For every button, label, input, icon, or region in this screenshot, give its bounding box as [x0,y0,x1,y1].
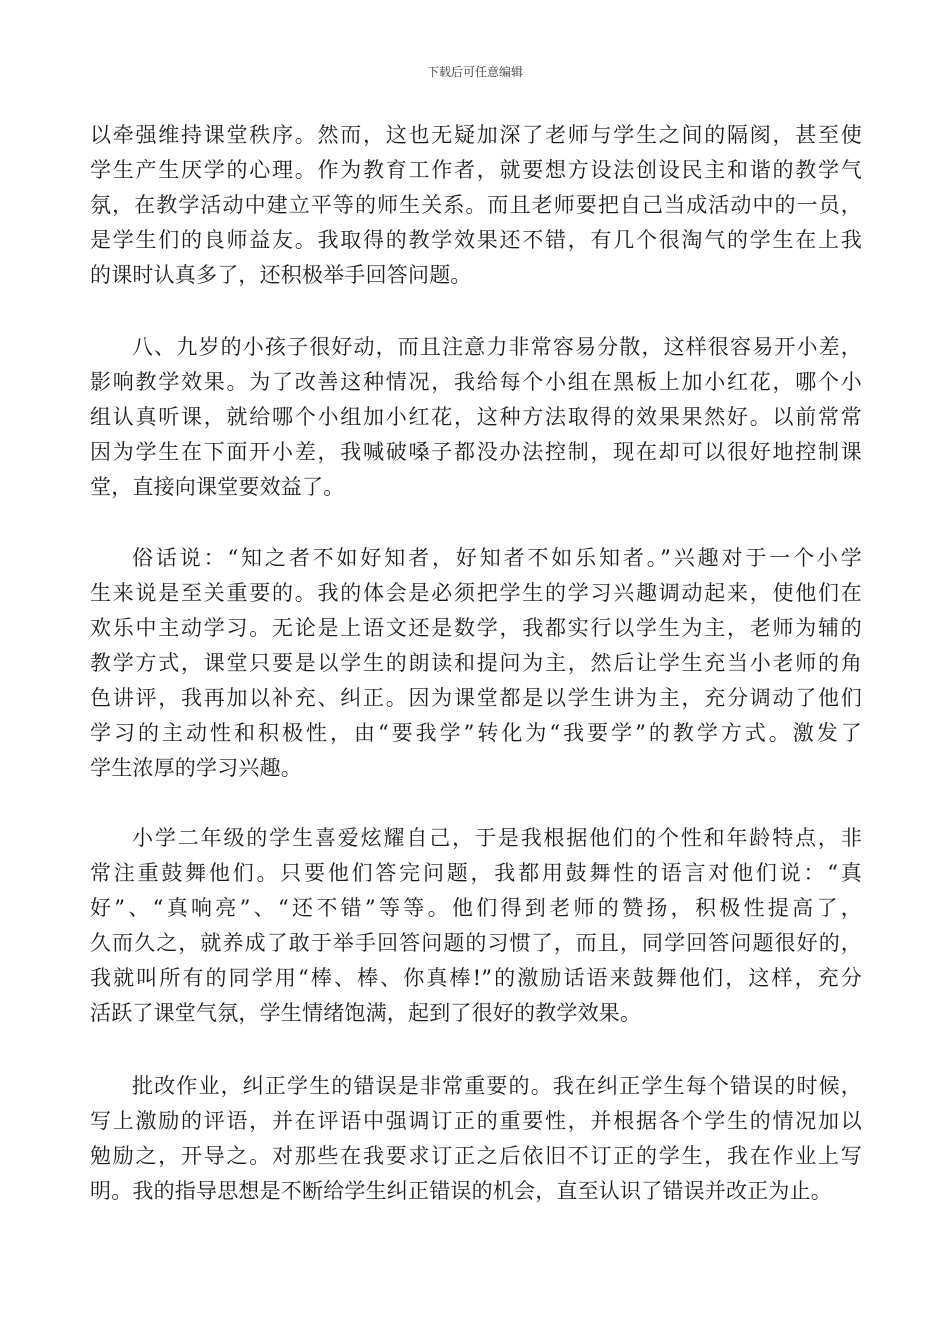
text-line: 以牵强维持课堂秩序。然而，这也无疑加深了老师与学生之间的隔阂，甚至使 [90,123,862,147]
text-line: 色讲评，我再加以补充、纠正。因为课堂都是以学生讲为主，充分调动了他们 [90,686,862,710]
text-line: 明。我的指导思想是不断给学生纠正错误的机会，直至认识了错误并改正为止。 [90,1179,832,1203]
text-line: 久而久之，就养成了敢于举手回答问题的习惯了，而且，同学回答问题很好的， [90,931,862,955]
document-body [90,118,862,1203]
text-line: 批改作业，纠正学生的错误是非常重要的。我在纠正学生每个错误的时候， [132,1074,862,1098]
paragraph [90,330,862,505]
paragraph [90,1069,862,1209]
text-line: 的课时认真多了，还积极举手回答问题。 [90,263,472,287]
page-header: 下载后可任意编辑 [426,65,523,79]
text-line: 堂，直接向课堂要效益了。 [90,475,345,499]
text-line: 勉励之，开导之。对那些在我要求订正之后依旧不订正的学生，我在作业上写 [90,1144,862,1168]
text-line: 俗话说：“知之者不如好知者，好知者不如乐知者。”兴趣对于一个小学 [132,546,862,570]
text-line: 因为学生在下面开小差，我喊破嗓子都没办法控制，现在却可以很好地控制课 [90,440,862,464]
paragraph [90,541,862,786]
text-line: 是学生们的良师益友。我取得的教学效果还不错，有几个很淘气的学生在上我 [90,228,862,252]
paragraph [90,821,862,1031]
text-line: 教学方式，课堂只要是以学生的朗读和提问为主，然后让学生充当小老师的角 [90,651,862,675]
text-line: 影响教学效果。为了改善这种情况，我给每个小组在黑板上加小红花，哪个小 [90,370,862,394]
text-line: 写上激励的评语，并在评语中强调订正的重要性，并根据各个学生的情况加以 [90,1109,862,1133]
text-line: 组认真听课，就给哪个小组加小红花，这种方法取得的效果果然好。以前常常 [90,405,862,429]
text-line: 活跃了课堂气氛，学生情绪饱满，起到了很好的教学效果。 [90,1001,642,1025]
text-line: 学生产生厌学的心理。作为教育工作者，就要想方设法创设民主和谐的教学气 [90,158,862,182]
text-line: 氛，在教学活动中建立平等的师生关系。而且老师要把自己当成活动中的一员， [90,193,862,217]
text-line: 欢乐中主动学习。无论是上语文还是数学，我都实行以学生为主，老师为辅的 [90,616,862,640]
text-line: 常注重鼓舞他们。只要他们答完问题，我都用鼓舞性的语言对他们说：“真 [90,861,862,885]
text-line: 八、九岁的小孩子很好动，而且注意力非常容易分散，这样很容易开小差， [132,335,862,359]
text-line: 生来说是至关重要的。我的体会是必须把学生的学习兴趣调动起来，使他们在 [90,581,862,605]
text-line: 好”、“真响亮”、“还不错”等等。他们得到老师的赞扬，积极性提高了， [90,896,862,920]
text-line: 学习的主动性和积极性，由“要我学”转化为“我要学”的教学方式。激发了 [90,721,862,745]
text-line: 我就叫所有的同学用“棒、棒、你真棒!”的激励话语来鼓舞他们，这样，充分 [90,966,862,990]
text-line: 小学二年级的学生喜爱炫耀自己，于是我根据他们的个性和年龄特点，非 [132,826,862,850]
paragraph [90,118,862,293]
text-line: 学生浓厚的学习兴趣。 [90,756,302,780]
